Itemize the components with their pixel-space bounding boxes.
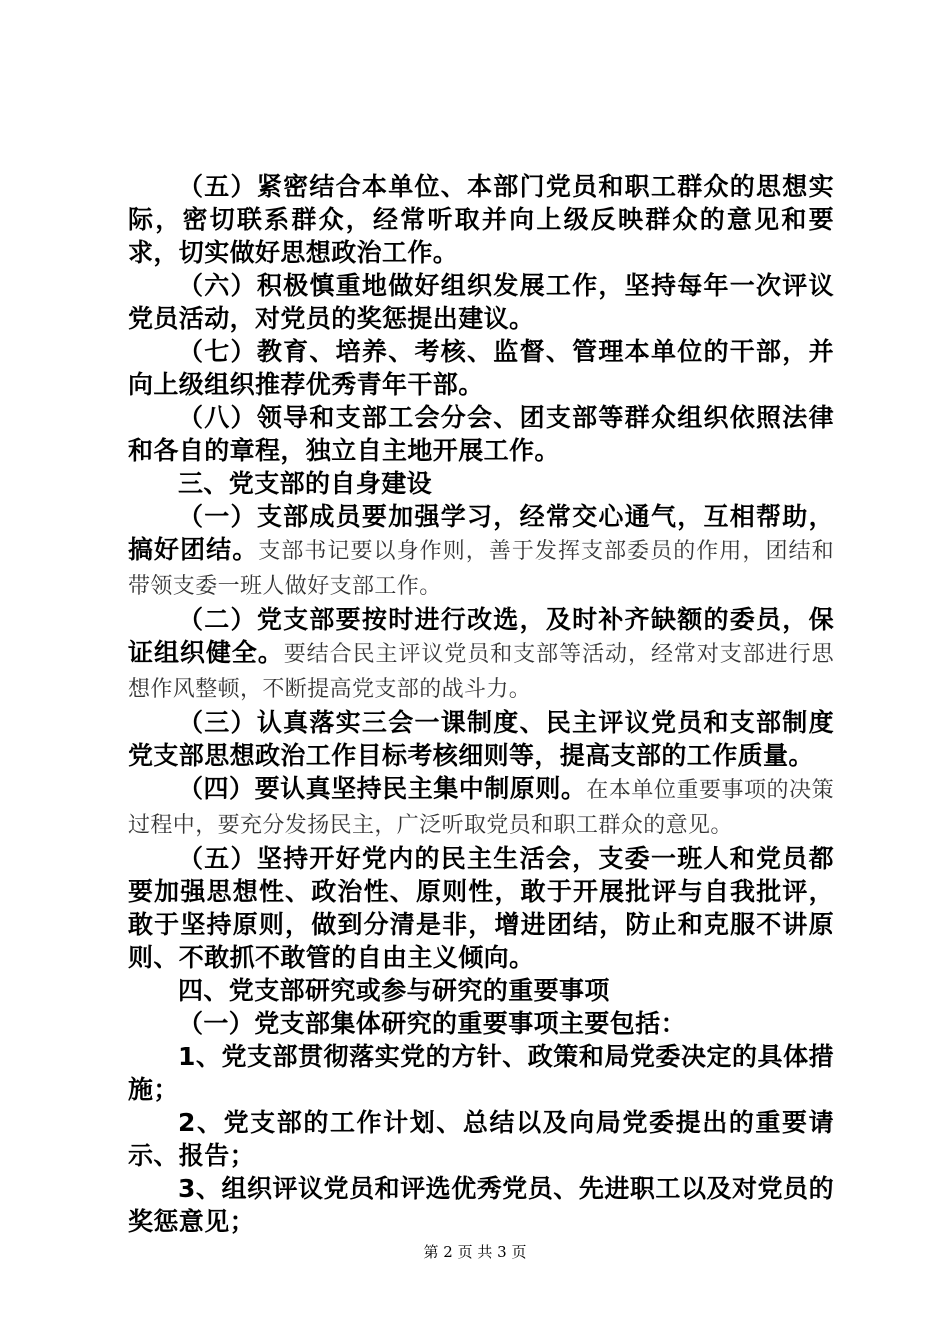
list-item-2 — [128, 1106, 834, 1172]
paragraph-self-2 — [128, 603, 834, 706]
paragraph-bold-text: （四）要认真坚持民主集中制原则。 — [178, 774, 587, 803]
paragraph-text: （七）教育、培养、考核、监督、管理本单位的干部，并向上级组织推荐优秀青年干部。 — [128, 337, 834, 399]
heading-text: 四、党支部研究或参与研究的重要事项 — [178, 976, 610, 1005]
list-item-text: 3、组织评议党员和评选优秀党员、先进职工以及对党员的奖惩意见； — [128, 1174, 834, 1236]
document-body — [128, 170, 834, 1238]
paragraph-self-4 — [128, 772, 834, 842]
paragraph-duty-6 — [128, 269, 834, 335]
paragraph-bold-text: （一）支部成员要加强学习，经常交心通气，互相帮助，搞好团结。 — [128, 502, 834, 564]
paragraph-self-1 — [128, 500, 834, 603]
paragraph-text: （八）领导和支部工会分会、团支部等群众组织依照法律和各自的章程，独立自主地开展工作。 — [128, 403, 834, 465]
heading-text: 三、党支部的自身建设 — [178, 469, 433, 498]
paragraph-light-text: 支部书记要以身作则，善于发挥支部委员的作用，团结和带领支委一班人做好支部工作。 — [128, 539, 834, 599]
paragraph-text: （五）紧密结合本单位、本部门党员和职工群众的思想实际，密切联系群众，经常听取并向上级反映群众的意见和要求，切实做好思想政治工作。 — [128, 172, 834, 267]
paragraph-text: （六）积极慎重地做好组织发展工作，坚持每年一次评议党员活动，对党员的奖惩提出建议。 — [128, 271, 834, 333]
paragraph-duty-8 — [128, 401, 834, 467]
paragraph-bold-text: （二）党支部要按时进行改选，及时补齐缺额的委员，保证组织健全。 — [128, 605, 834, 667]
paragraph-self-5 — [128, 842, 834, 974]
section-heading-3 — [128, 467, 834, 500]
paragraph-text: （三）认真落实三会一课制度、民主评议党员和支部制度党支部思想政治工作目标考核细则等，提高支部的工作质量。 — [128, 708, 834, 770]
page-number: 第 2 页 共 3 页 — [423, 1243, 527, 1261]
paragraph-light-text: 要结合民主评议党员和支部等活动，经常对支部进行思想作风整顿，不断提高党支部的战斗力。 — [128, 642, 834, 702]
paragraph-self-3 — [128, 706, 834, 772]
section-heading-4 — [128, 974, 834, 1007]
paragraph-text: （一）党支部集体研究的重要事项主要包括： — [178, 1009, 687, 1038]
paragraph-duty-7 — [128, 335, 834, 401]
paragraph-light-text: 在本单位重要事项的决策过程中，要充分发扬民主，广泛听取党员和职工群众的意见。 — [128, 778, 835, 838]
paragraph-duty-5 — [128, 170, 834, 269]
paragraph-topic-1 — [128, 1007, 834, 1040]
paragraph-text: （五）坚持开好党内的民主生活会，支委一班人和党员都要加强思想性、政治性、原则性，敢于开展批评与自我批评，敢于坚持原则，做到分清是非，增进团结，防止和克服不讲原则、不敢抓不敢管的自由主义倾向。 — [128, 844, 834, 972]
page-footer — [0, 1241, 950, 1262]
list-item-text: 2、党支部的工作计划、总结以及向局党委提出的重要请示、报告； — [128, 1108, 834, 1170]
list-item-3 — [128, 1172, 834, 1238]
list-item-1 — [128, 1040, 834, 1106]
list-item-text: 1、党支部贯彻落实党的方针、政策和局党委决定的具体措施； — [128, 1042, 834, 1104]
